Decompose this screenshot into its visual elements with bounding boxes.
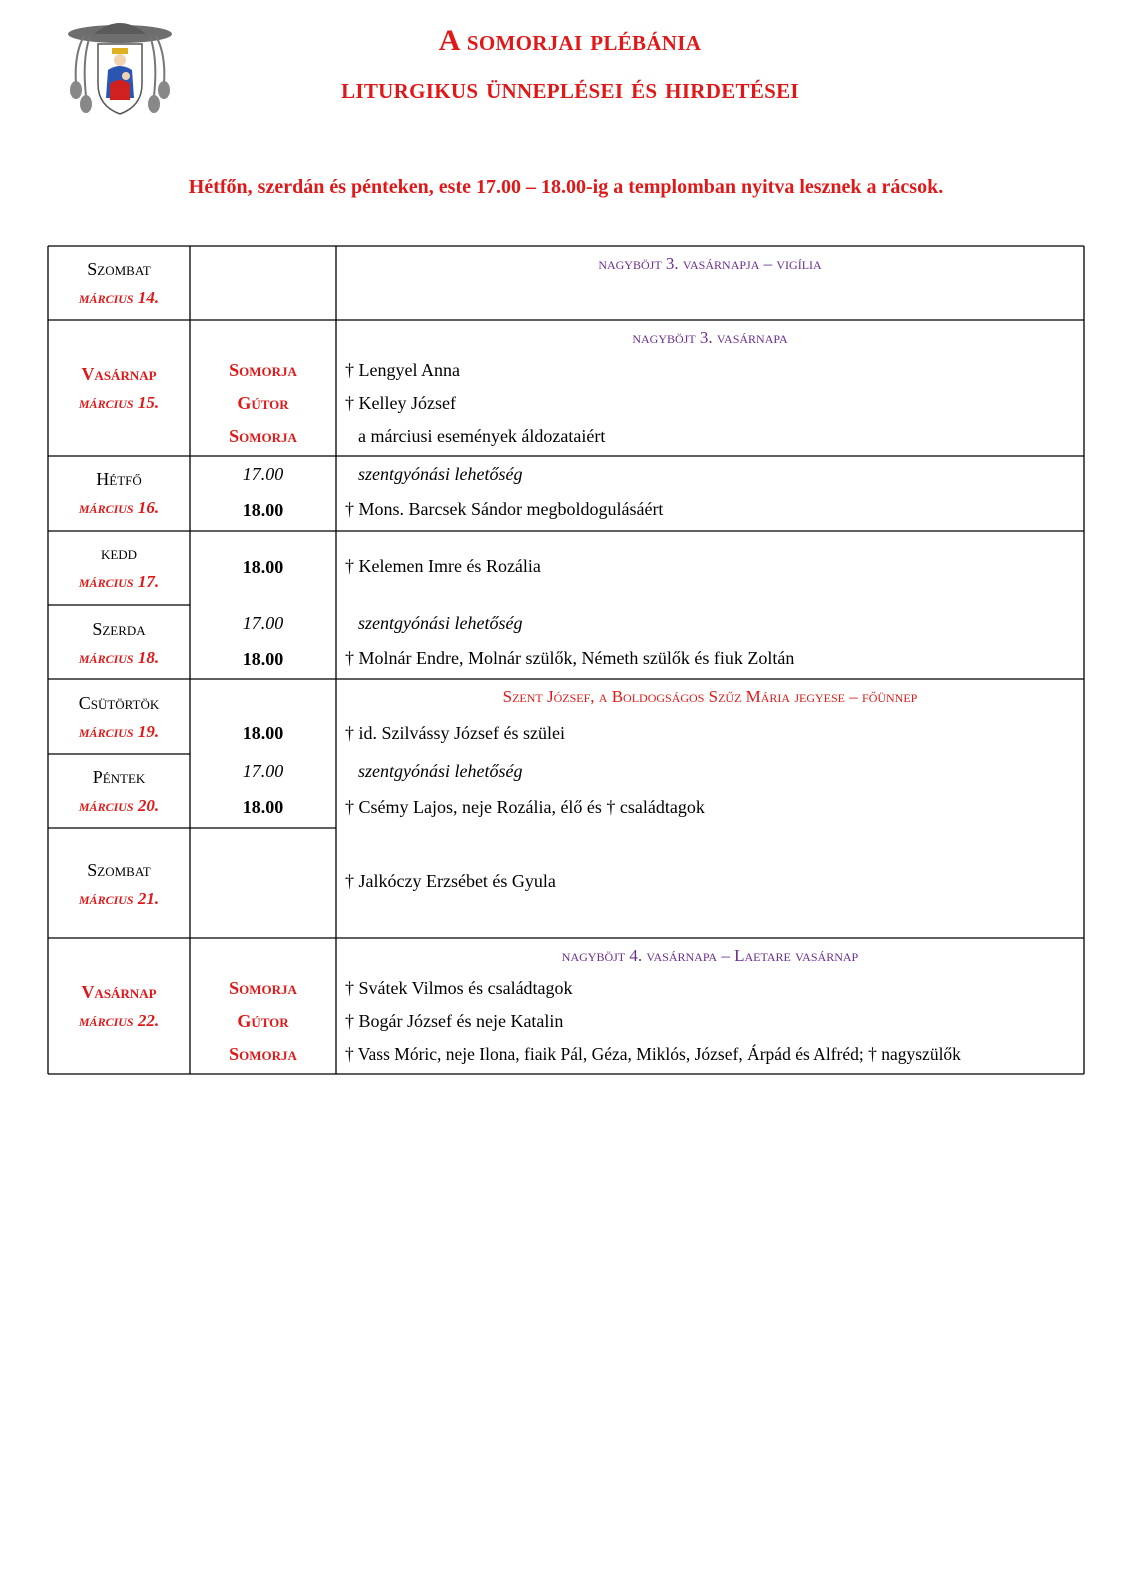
day-label: kedd (100, 543, 138, 563)
time-label: 18.00 (242, 797, 284, 817)
page-title-line-2: liturgikus ünneplései és hirdetései (341, 72, 799, 105)
date-label: március 20. (78, 796, 160, 815)
parish-crest-icon (64, 14, 176, 122)
day-label: Szombat (87, 860, 151, 880)
day-label: Vasárnap (81, 982, 157, 1002)
place-label: Gútor (237, 1011, 289, 1031)
liturgy-header: Szent József, a Boldogságos Szűz Mária jegyese – főünnep (502, 687, 918, 706)
mass-intention: † Bogár József és neje Katalin (345, 1011, 564, 1031)
mass-intention: † Vass Móric, neje Ilona, fiaik Pál, Géza, Miklós, József, Árpád és Alfréd; † nagyszülők (345, 1044, 961, 1064)
mass-intention: † Svátek Vilmos és családtagok (345, 978, 573, 998)
page-title-line-1: A somorjai plébánia (438, 24, 702, 57)
mass-intention: † Molnár Endre, Molnár szülők, Németh szülők és fiuk Zoltán (345, 648, 795, 668)
place-label: Gútor (237, 393, 289, 413)
time-label: 17.00 (242, 464, 284, 484)
date-label: március 18. (78, 648, 160, 667)
day-label: Csütörtök (78, 693, 160, 713)
place-label: Somorja (229, 1044, 297, 1064)
mass-intention: szentgyónási lehetőség (358, 464, 523, 484)
day-label: Szerda (92, 619, 146, 639)
day-label: Péntek (92, 767, 146, 787)
time-label: 17.00 (242, 613, 284, 633)
time-label: 18.00 (242, 649, 284, 669)
mass-intention: † Mons. Barcsek Sándor megboldogulásáért (345, 499, 664, 519)
mass-intention: szentgyónási lehetőség (358, 613, 523, 633)
mass-intention: † Csémy Lajos, neje Rozália, élő és † családtagok (345, 797, 705, 817)
place-label: Somorja (229, 978, 297, 998)
date-label: március 22. (78, 1011, 160, 1030)
mass-intention: † id. Szilvássy József és szülei (345, 723, 565, 743)
notice-text: Hétfőn, szerdán és pénteken, este 17.00 – 18.00-ig a templomban nyitva lesznek a rácsok. (188, 176, 944, 198)
liturgy-header: nagyböjt 4. vasárnapa – Laetare vasárnap (561, 946, 859, 965)
date-label: március 16. (78, 498, 160, 517)
date-label: március 14. (78, 288, 160, 307)
time-label: 18.00 (242, 500, 284, 520)
date-label: március 21. (78, 889, 160, 908)
day-label: Hétfő (96, 469, 142, 489)
time-label: 18.00 (242, 723, 284, 743)
mass-intention: † Lengyel Anna (345, 360, 460, 380)
place-label: Somorja (229, 426, 297, 446)
mass-intention: † Kelemen Imre és Rozália (345, 556, 541, 576)
liturgy-header: nagyböjt 3. vasárnapja – vigília (598, 254, 822, 273)
time-label: 17.00 (242, 761, 284, 781)
mass-intention: † Jalkóczy Erzsébet és Gyula (345, 871, 556, 891)
mass-intention: † Kelley József (345, 393, 456, 413)
place-label: Somorja (229, 360, 297, 380)
mass-intention: a márciusi események áldozataiért (358, 426, 606, 446)
date-label: március 19. (78, 722, 160, 741)
day-label: Vasárnap (81, 364, 157, 384)
date-label: március 17. (78, 572, 160, 591)
liturgy-header: nagyböjt 3. vasárnapa (632, 328, 788, 347)
date-label: március 15. (78, 393, 160, 412)
time-label: 18.00 (242, 557, 284, 577)
mass-intention: szentgyónási lehetőség (358, 761, 523, 781)
day-label: Szombat (87, 259, 151, 279)
